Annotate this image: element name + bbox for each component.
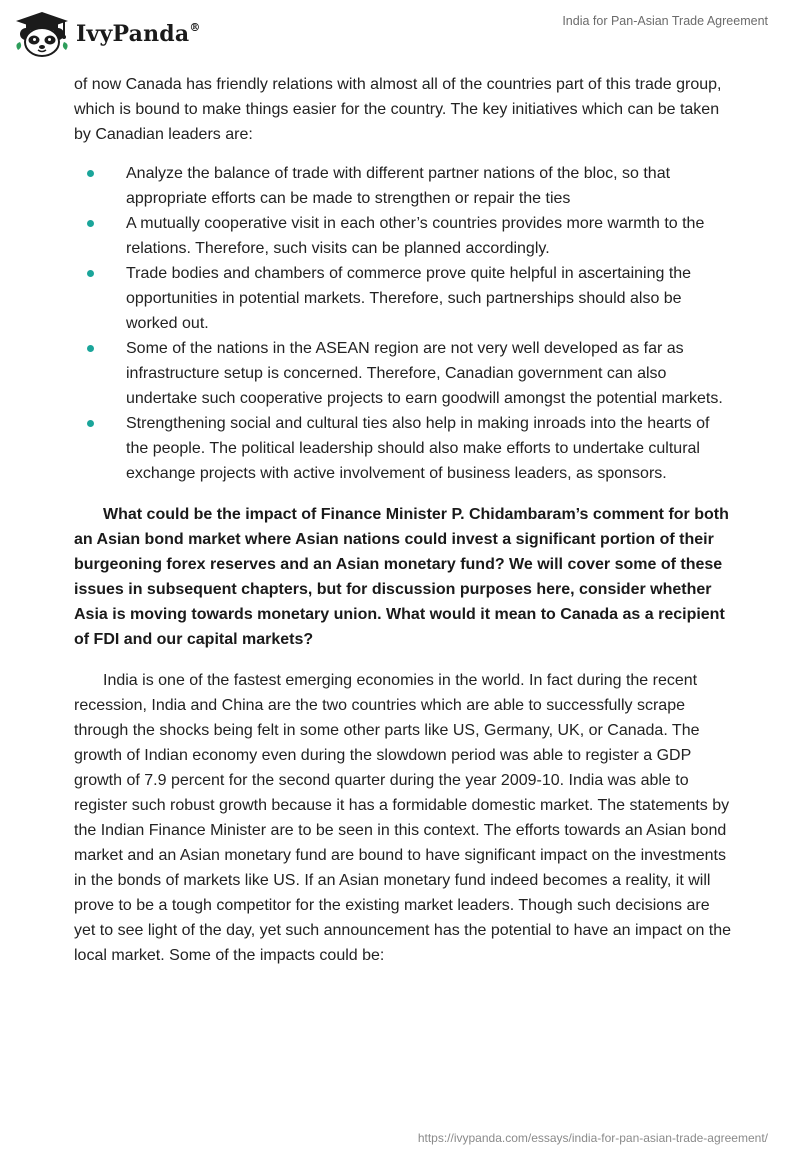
list-item: A mutually cooperative visit in each other’s countries provides more warmth to the relations. Therefore, such visits can be planned accordingly. — [74, 211, 734, 261]
bullet-icon — [87, 420, 94, 427]
list-item: Some of the nations in the ASEAN region are not very well developed as far as infrastructure setup is concerned. Therefore, Canadian government can also undertake such cooperative projects to earn goodwill amongst the potential markets. — [74, 336, 734, 411]
list-item: Analyze the balance of trade with different partner nations of the bloc, so that appropriate efforts can be made to strengthen or repair the ties — [74, 161, 734, 211]
ivypanda-logo[interactable] — [14, 10, 201, 58]
page-header — [0, 0, 800, 70]
bullet-icon — [87, 220, 94, 227]
bullet-icon — [87, 345, 94, 352]
source-url[interactable]: https://ivypanda.com/essays/india-for-pan-asian-trade-agreement/ — [417, 1131, 768, 1145]
intro-paragraph: of now Canada has friendly relations with almost all of the countries part of this trade group, which is bound to make things easier for the country. The key initiatives which can be taken by Canadian leaders are: — [74, 76, 722, 143]
answer-paragraph: India is one of the fastest emerging economies in the world. In fact during the recent recession, India and China are the two countries which are able to successfully scrape through the shocks being felt in some other parts like US, Germany, UK, or Canada. The growth of Indian economy even during the slowdown period was able to register a GDP growth of 7.9 percent for the second quarter during the year 2009-10. India was able to register such robust growth because it has a formidable domestic market. The statements by the Indian Finance Minister are to be seen in this context. The efforts towards an Asian bond market and an Asian monetary fund are bound to have significant impact on the investments in the bonds of markets like US. If an Asian monetary fund indeed becomes a reality, it will prove to be a tough competitor for the existing market leaders. Though such decisions are yet to see light of the day, yet such announcement has the potential to have an impact on the local market. Some of the impacts could be: — [74, 672, 732, 964]
panda-graduate-icon — [14, 10, 70, 58]
bullet-icon — [87, 170, 94, 177]
document-title: India for Pan-Asian Trade Agreement — [562, 14, 768, 28]
essay-body — [74, 72, 734, 968]
list-item: Strengthening social and cultural ties also help in making inroads into the hearts of the people. The political leadership should also make efforts to undertake cultural exchange projects with active involvement of business leaders, as sponsors. — [74, 411, 734, 486]
brand-name: IvyPanda® — [76, 20, 201, 47]
bullet-icon — [87, 270, 94, 277]
initiatives-list — [74, 161, 734, 486]
question-paragraph: What could be the impact of Finance Minister P. Chidambaram’s comment for both an Asian bond market where Asian nations could invest a significant portion of their burgeoning forex reserves and an Asian monetary fund? We will cover some of these issues in subsequent chapters, but for discussion purposes here, consider whether Asia is moving towards monetary union. What would it mean to Canada as a recipient of FDI and our capital markets? — [74, 506, 729, 648]
list-item: Trade bodies and chambers of commerce prove quite helpful in ascertaining the opportunities in potential markets. Therefore, such partnerships should also be worked out. — [74, 261, 734, 336]
